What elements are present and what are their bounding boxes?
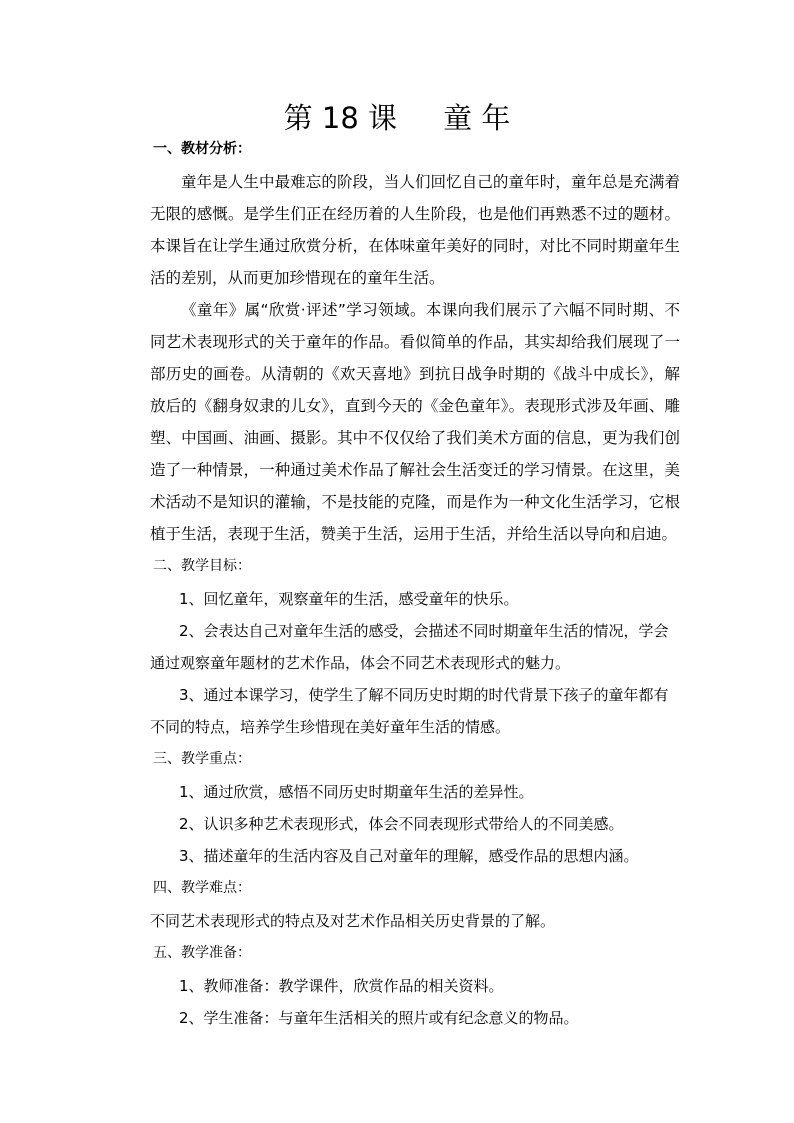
analysis-paragraph: 童年是人生中最难忘的阶段，当人们回忆自己的童年时，童年总是充满着无限的感慨。是学生们正在经历着的人生阶段，也是他们再熟悉不过的题材。本课旨在让学生通过欣赏分析，在体味童年美好的同时，对比不同时期童年生活的差别，从而更加珍惜现在的童年生活。 bbox=[150, 173, 680, 287]
goal-item: 3、通过本课学习，使学生了解不同历史时期的时代背景下孩子的童年都有不同的特点，培养学生珍惜现在美好童年生活的情感。 bbox=[150, 686, 669, 736]
section-heading-key-points: 三、教学重点： bbox=[153, 751, 251, 767]
preparation-item: 2、学生准备：与童年生活相关的照片或有纪念意义的物品。 bbox=[179, 1009, 579, 1027]
goal-item: 2、会表达自己对童年生活的感受，会描述不同时期童年生活的情况，学会通过观察童年题材的艺术作品，体会不同艺术表现形式的魅力。 bbox=[150, 622, 669, 672]
section-heading-textbook-analysis: 一、教材分析： bbox=[153, 141, 251, 157]
key-point-item: 1、通过欣赏，感悟不同历史时期童年生活的差异性。 bbox=[179, 783, 534, 801]
key-point-item: 3、描述童年的生活内容及自己对童年的理解，感受作品的思想内涵。 bbox=[179, 847, 639, 865]
section-heading-preparation: 五、教学准备： bbox=[153, 945, 251, 961]
document-body bbox=[150, 136, 680, 1034]
key-point-item: 2、认识多种艺术表现形式，体会不同表现形式带给人的不同美感。 bbox=[179, 815, 624, 833]
section-heading-difficulties: 四、教学难点： bbox=[153, 880, 251, 896]
lesson-title: 第 18 课 童 年 bbox=[283, 101, 511, 135]
preparation-item: 1、教师准备：教学课件，欣赏作品的相关资料。 bbox=[179, 977, 504, 995]
section-heading-teaching-goals: 二、教学目标： bbox=[153, 558, 251, 574]
goal-item: 1、回忆童年，观察童年的生活，感受童年的快乐。 bbox=[179, 590, 519, 608]
analysis-paragraph: 《童年》属“欣赏·评述”学习领域。本课向我们展示了六幅不同时期、不同艺术表现形式的关于童年的作品。看似简单的作品，其实却给我们展现了一部历史的画卷。从清朝的《欢天喜地》到抗日战争时期的《战斗中成长》，解放后的《翻身奴隶的儿女》，直到今天的《金色童年》。表现形式涉及年画、雕塑、中国画、油画、摄影。其中不仅仅给了我们美术方面的信息，更为我们创造了一种情景，一种通过美术作品了解社会生活变迁的学习情景。在这里，美术活动不是知识的灌输，不是技能的克隆，而是作为一种文化生活学习，它根植于生活，表现于生活，赞美于生活，运用于生活，并给生活以导向和启迪。 bbox=[150, 301, 680, 543]
difficulty-text: 不同艺术表现形式的特点及对艺术作品相关历史背景的了解。 bbox=[150, 912, 556, 930]
